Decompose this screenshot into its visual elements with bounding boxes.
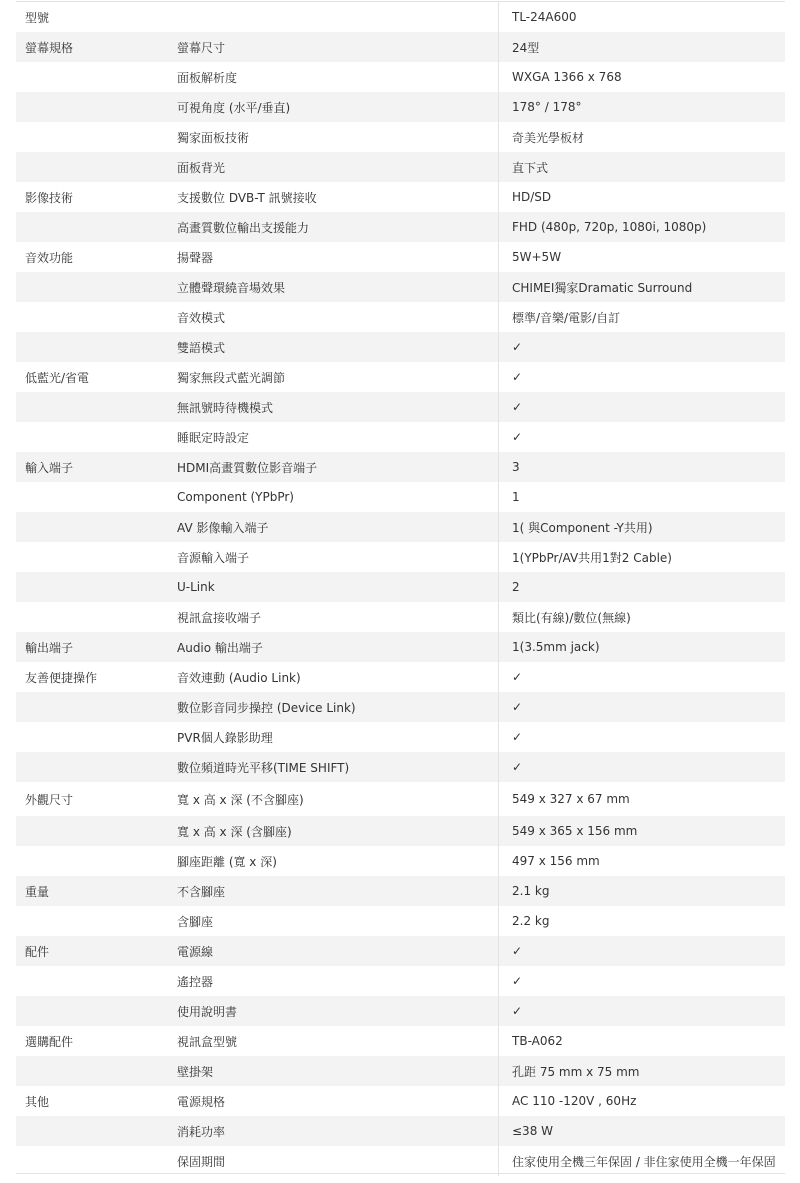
table-row — [16, 722, 785, 752]
spec-item: Audio 輸出端子 — [177, 640, 263, 655]
table-row — [16, 1146, 785, 1176]
spec-item: 寬 x 高 x 深 (不含腳座) — [177, 792, 304, 807]
table-row — [16, 692, 785, 722]
spec-category: 螢幕規格 — [25, 40, 74, 55]
table-row — [16, 602, 785, 632]
spec-item: 無訊號時待機模式 — [177, 400, 274, 415]
table-row — [16, 936, 785, 966]
spec-value: 類比(有線)/數位(無線) — [498, 602, 785, 632]
spec-item: 腳座距離 (寬 x 深) — [177, 854, 277, 869]
table-row — [16, 876, 785, 906]
spec-value: 1( 與Component -Y共用) — [498, 512, 785, 542]
spec-value: ✓ — [498, 996, 785, 1026]
table-row — [16, 92, 785, 122]
table-row — [16, 906, 785, 936]
spec-item: 音效模式 — [177, 310, 226, 325]
spec-value: 497 x 156 mm — [498, 846, 785, 876]
table-row — [16, 122, 785, 152]
spec-item: 寬 x 高 x 深 (含腳座) — [177, 824, 292, 839]
spec-category: 選購配件 — [25, 1034, 74, 1049]
spec-category: 其他 — [25, 1094, 50, 1109]
spec-value: ✓ — [498, 692, 785, 722]
table-row — [16, 662, 785, 692]
spec-value: ✓ — [498, 392, 785, 422]
table-row — [16, 152, 785, 182]
spec-value: 1(YPbPr/AV共用1對2 Cable) — [498, 542, 785, 572]
spec-item: 保固期間 — [177, 1154, 226, 1169]
spec-category: 輸出端子 — [25, 640, 74, 655]
spec-value: FHD (480p, 720p, 1080i, 1080p) — [498, 212, 785, 242]
spec-item: 立體聲環繞音場效果 — [177, 280, 286, 295]
spec-item: 音源輸入端子 — [177, 550, 250, 565]
spec-value: ✓ — [498, 422, 785, 452]
spec-value: 孔距 75 mm x 75 mm — [498, 1056, 785, 1086]
spec-category: 外觀尺寸 — [25, 792, 74, 807]
spec-value: 1 — [498, 482, 785, 512]
spec-table — [16, 1, 785, 1176]
spec-value: CHIMEI獨家Dramatic Surround — [498, 272, 785, 302]
table-row — [16, 392, 785, 422]
table-row — [16, 752, 785, 782]
spec-value: AC 110 -120V , 60Hz — [498, 1086, 785, 1116]
table-row — [16, 816, 785, 846]
spec-category: 配件 — [25, 944, 50, 959]
spec-value: 24型 — [498, 32, 785, 62]
table-row — [16, 452, 785, 482]
table-row — [16, 846, 785, 876]
spec-value: WXGA 1366 x 768 — [498, 62, 785, 92]
table-row — [16, 332, 785, 362]
spec-item: 視訊盒接收端子 — [177, 610, 262, 625]
spec-item: 面板背光 — [177, 160, 226, 175]
table-row — [16, 572, 785, 602]
spec-value: 549 x 365 x 156 mm — [498, 816, 785, 846]
spec-item: PVR個人錄影助理 — [177, 730, 273, 745]
spec-item: U-Link — [177, 580, 215, 594]
spec-value: ≤38 W — [498, 1116, 785, 1146]
table-row — [16, 1026, 785, 1056]
spec-value: 3 — [498, 452, 785, 482]
spec-category: 低藍光/省電 — [25, 370, 90, 385]
spec-item: Component (YPbPr) — [177, 490, 294, 504]
spec-value: HD/SD — [498, 182, 785, 212]
table-row — [16, 996, 785, 1026]
spec-item: 不含腳座 — [177, 884, 226, 899]
spec-item: 電源規格 — [177, 1094, 226, 1109]
table-row — [16, 782, 785, 816]
spec-category: 型號 — [25, 10, 50, 25]
spec-item: 高畫質數位輸出支援能力 — [177, 220, 310, 235]
spec-category: 影像技術 — [25, 190, 74, 205]
spec-value: ✓ — [498, 752, 785, 782]
table-row — [16, 542, 785, 572]
table-row — [16, 272, 785, 302]
spec-category: 輸入端子 — [25, 460, 74, 475]
spec-value: 1(3.5mm jack) — [498, 632, 785, 662]
table-row — [16, 632, 785, 662]
table-row — [16, 302, 785, 332]
table-row — [16, 966, 785, 996]
spec-value: ✓ — [498, 332, 785, 362]
table-row — [16, 362, 785, 392]
spec-value: 5W+5W — [498, 242, 785, 272]
spec-item: HDMI高畫質數位影音端子 — [177, 460, 318, 475]
table-row — [16, 242, 785, 272]
spec-value: ✓ — [498, 722, 785, 752]
spec-value: ✓ — [498, 662, 785, 692]
spec-category: 友善便捷操作 — [25, 670, 98, 685]
spec-value: TB-A062 — [498, 1026, 785, 1056]
table-row — [16, 212, 785, 242]
table-row — [16, 1086, 785, 1116]
spec-item: 可視角度 (水平/垂直) — [177, 100, 291, 115]
spec-category: 音效功能 — [25, 250, 74, 265]
spec-value: 2 — [498, 572, 785, 602]
spec-value: 2.1 kg — [498, 876, 785, 906]
spec-item: 含腳座 — [177, 914, 214, 929]
spec-value: TL-24A600 — [498, 2, 785, 32]
spec-item: 數位影音同步操控 (Device Link) — [177, 700, 356, 715]
table-row — [16, 512, 785, 542]
table-row — [16, 1056, 785, 1086]
table-row — [16, 2, 785, 32]
spec-value: ✓ — [498, 936, 785, 966]
spec-category: 重量 — [25, 884, 50, 899]
spec-item: 獨家面板技術 — [177, 130, 250, 145]
spec-item: 雙語模式 — [177, 340, 226, 355]
table-row — [16, 482, 785, 512]
spec-item: 面板解析度 — [177, 70, 238, 85]
spec-item: AV 影像輸入端子 — [177, 520, 269, 535]
table-row — [16, 32, 785, 62]
spec-item: 電源線 — [177, 944, 214, 959]
spec-item: 獨家無段式藍光調節 — [177, 370, 286, 385]
table-row — [16, 1116, 785, 1146]
spec-item: 數位頻道時光平移(TIME SHIFT) — [177, 760, 350, 775]
spec-item: 音效連動 (Audio Link) — [177, 670, 301, 685]
spec-item: 使用說明書 — [177, 1004, 238, 1019]
spec-value: 2.2 kg — [498, 906, 785, 936]
spec-item: 視訊盒型號 — [177, 1034, 238, 1049]
spec-item: 支援數位 DVB-T 訊號接收 — [177, 190, 317, 205]
table-row — [16, 182, 785, 212]
spec-value: ✓ — [498, 966, 785, 996]
spec-item: 壁掛架 — [177, 1064, 214, 1079]
spec-value: 住家使用全機三年保固 / 非住家使用全機一年保固 — [498, 1146, 785, 1176]
spec-item: 螢幕尺寸 — [177, 40, 226, 55]
spec-item: 消耗功率 — [177, 1124, 226, 1139]
spec-item: 睡眠定時設定 — [177, 430, 250, 445]
spec-item: 揚聲器 — [177, 250, 214, 265]
spec-item: 遙控器 — [177, 974, 214, 989]
table-row — [16, 62, 785, 92]
spec-value: 直下式 — [498, 152, 785, 182]
spec-value: 549 x 327 x 67 mm — [498, 782, 785, 816]
spec-value: 奇美光學板材 — [498, 122, 785, 152]
table-row — [16, 422, 785, 452]
spec-value: 178° / 178° — [498, 92, 785, 122]
table-bottom-divider — [16, 1173, 785, 1174]
spec-value: 標準/音樂/電影/自訂 — [498, 302, 785, 332]
spec-value: ✓ — [498, 362, 785, 392]
